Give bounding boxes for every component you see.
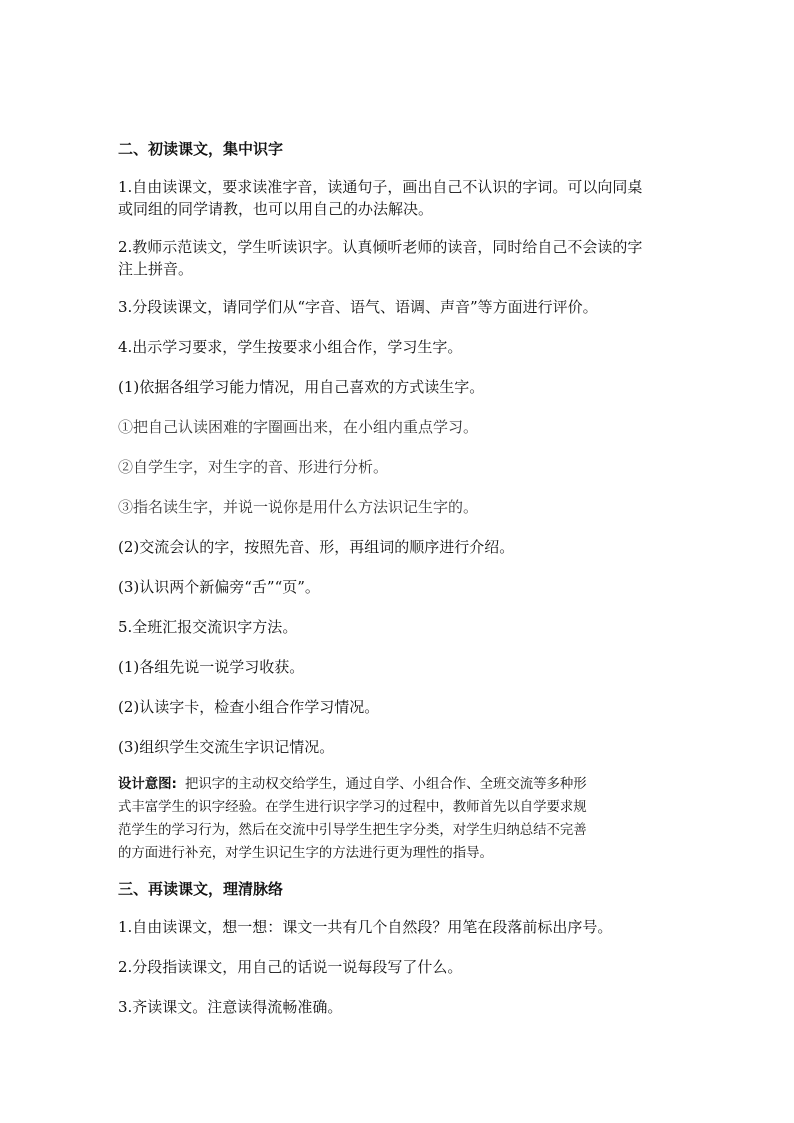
design-intent-line-4: 的方面进行补充，对学生识记生字的方法进行更为理性的指导。 — [118, 846, 493, 861]
sub-sub-item-2: ②自学生字，对生字的音、形进行分析。 — [118, 458, 389, 476]
sub-item-5-1: (1)各组先说一说学习收获。 — [118, 658, 305, 676]
design-intent-line-2: 式丰富学生的识字经验。在学生进行识字学习的过程中，教师首先以自学要求规 — [118, 800, 587, 815]
item-2-line-2: 注上拼音。 — [118, 260, 194, 278]
item-5: 5.全班汇报交流识字方法。 — [118, 618, 298, 636]
item-1-line-1: 1.自由读课文，要求读准字音，读通句子，画出自己不认识的字词。可以向同桌 — [118, 178, 643, 196]
sub-item-4-3: (3)认识两个新偏旁“舌”“页”。 — [118, 578, 320, 596]
item-3: 3.分段读课文，请同学们从“字音、语气、语调、声音”等方面进行评价。 — [118, 298, 598, 316]
design-intent-line-3: 范学生的学习行为，然后在交流中引导学生把生字分类，对学生归纳总结不完善 — [118, 823, 587, 838]
section3-heading: 三、再读课文，理清脉络 — [118, 880, 284, 898]
section2-heading: 二、初读课文，集中识字 — [118, 140, 284, 158]
sub-item-4-1: (1)依据各组学习能力情况，用自己喜欢的方式读生字。 — [118, 378, 485, 396]
design-intent-line-1 — [118, 774, 587, 796]
design-intent-label: 设计意图: — [118, 777, 177, 792]
item-4: 4.出示学习要求，学生按要求小组合作，学习生字。 — [118, 338, 463, 356]
section3-item-1: 1.自由读课文，想一想：课文一共有几个自然段？用笔在段落前标出序号。 — [118, 918, 613, 936]
item-1-line-2: 或同组的同学请教，也可以用自己的办法解决。 — [118, 200, 434, 218]
sub-sub-item-1: ①把自己认读困难的字圈画出来，在小组内重点学习。 — [118, 418, 479, 436]
sub-item-4-2: (2)交流会认的字，按照先音、形，再组词的顺序进行介绍。 — [118, 538, 515, 556]
section3-item-2: 2.分段指读课文，用自己的话说一说每段写了什么。 — [118, 958, 463, 976]
sub-item-5-2: (2)认读字卡，检查小组合作学习情况。 — [118, 698, 380, 716]
sub-item-5-3: (3)组织学生交流生字识记情况。 — [118, 738, 335, 756]
design-intent-text: 把识字的主动权交给学生，通过自学、小组合作、全班交流等多种形 — [184, 777, 587, 792]
section3-item-3: 3.齐读课文。注意读得流畅准确。 — [118, 998, 343, 1016]
sub-sub-item-3: ③指名读生字，并说一说你是用什么方法识记生字的。 — [118, 498, 479, 516]
item-2-line-1: 2.教师示范读文，学生听读识字。认真倾听老师的读音，同时给自己不会读的字 — [118, 238, 643, 256]
